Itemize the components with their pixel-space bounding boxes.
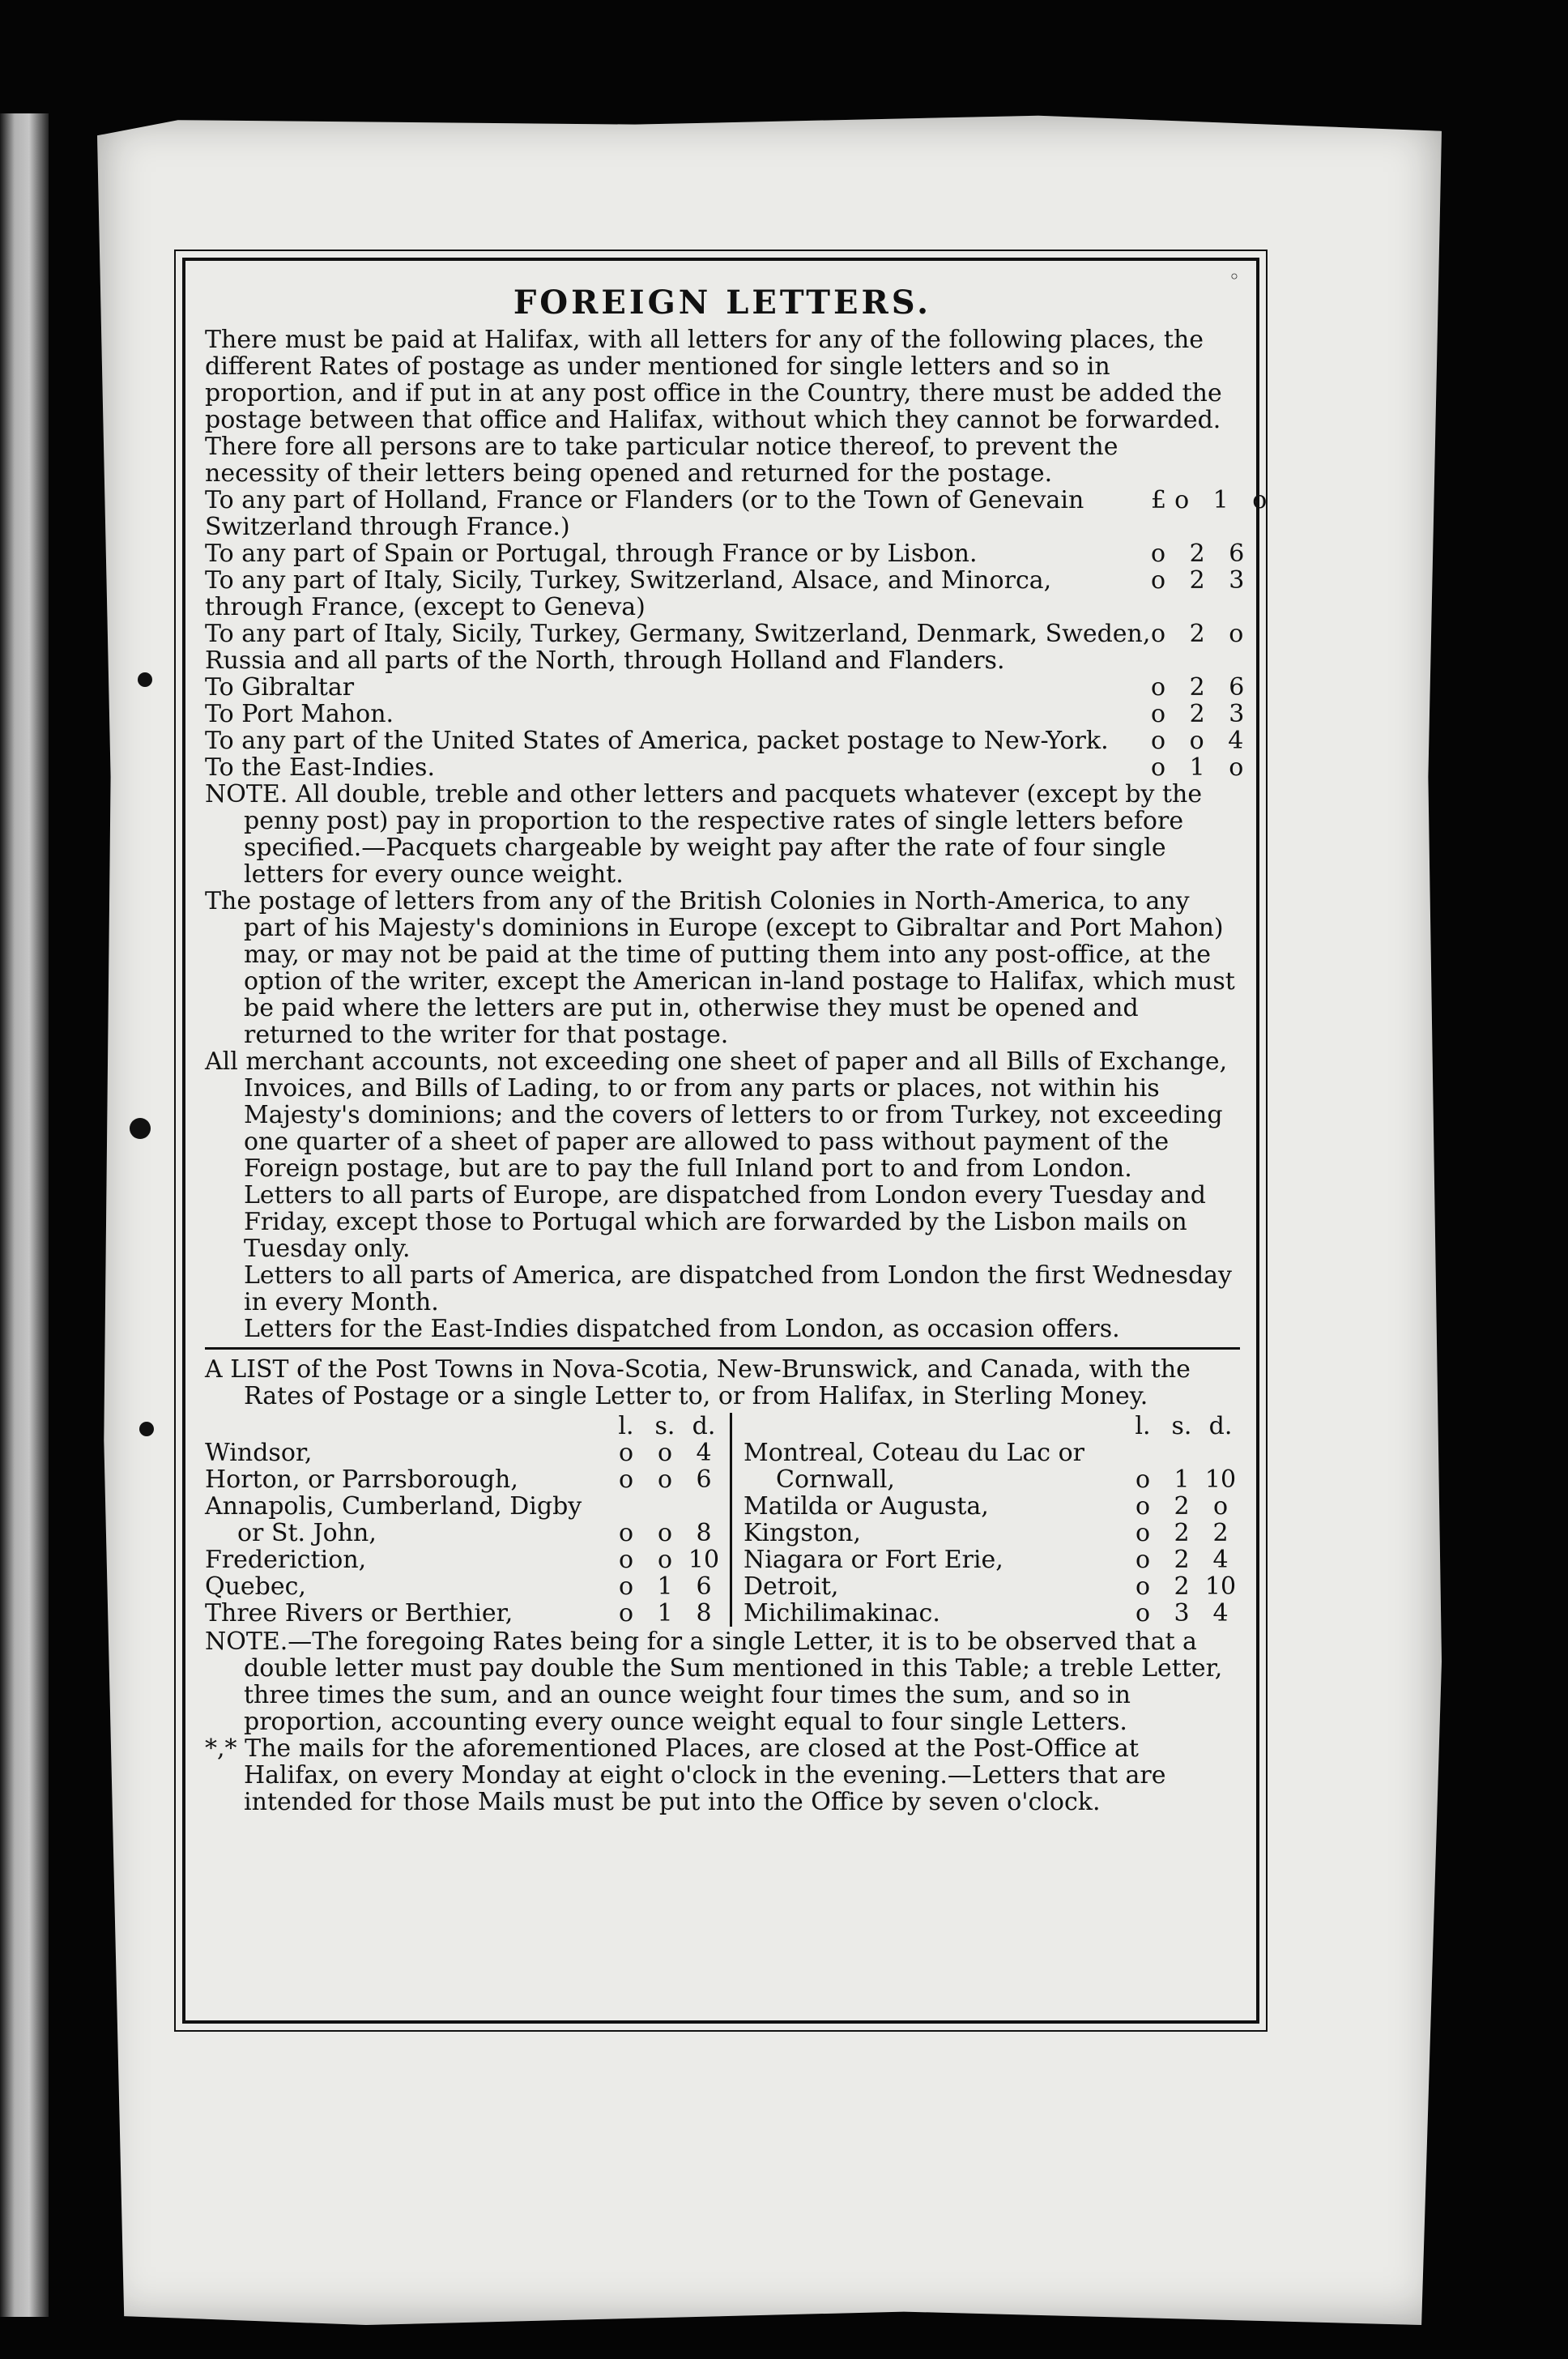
america-paragraph: Letters to all parts of America, are dispatched from London the first Wednesday in every Month. [244,1261,1233,1316]
adjacent-page-edge [0,113,49,2317]
shillings-value: 2 [1174,1519,1190,1547]
pence-value: 4 [1212,1599,1229,1627]
pounds-value: o [1135,1546,1151,1574]
rate-amount: o 1 o [1151,753,1252,782]
town-row [205,1546,723,1573]
pounds-value: o [618,1599,634,1627]
rate-destination: To Port Mahon. [205,700,394,728]
pounds-value: o [1135,1519,1151,1547]
town-row [205,1493,723,1520]
page-title: FOREIGN LETTERS. [513,284,932,322]
town-name: Matilda or Augusta, [744,1492,989,1521]
intro-paragraph: There must be paid at Halifax, with all letters for any of the following places, the different Rates of postage as under mentioned for single letters and so in proportion, and if put in at any post office in the Country, there must be added the postage between that office and Halifax, without which they cannot be forwarded. There fore all persons are to take particular notice thereof, to prevent the necessity of their letters being opened and returned for the postage. [205,326,1222,488]
rate-destination: To any part of Italy, Sicily, Turkey, Switzerland, Alsace, and Minorca, through France, (except to Geneva) [205,566,1052,621]
pence-value: 10 [1204,1465,1237,1494]
town-name: Three Rivers or Berthier, [205,1599,513,1627]
pounds-value: o [618,1439,634,1467]
rate-amount: £o 1 o [1151,486,1276,514]
rate-destination: To any part of the United States of America, packet postage to New-York. [205,727,1109,755]
shillings-value: o [657,1439,673,1467]
pounds-value: o [1135,1599,1151,1627]
mails-note: *,* The mails for the aforementioned Places, are closed at the Post-Office at Halifax, on every Monday at eight o'clock in the evening.—Letters that are intended for those Mails must be put into the Office by seven o'clock. [205,1734,1166,1816]
pence-value [684,1493,723,1520]
town-row [205,1573,723,1600]
rate-row [205,700,1253,728]
shillings-value: 1 [657,1572,673,1601]
shillings-value: o [657,1546,673,1574]
rate-amount: o 2 3 [1151,566,1253,595]
town-name: Michilimakinac. [744,1599,940,1627]
town-name: Kingston, [744,1519,861,1547]
rate-destination: To any part of Spain or Portugal, through France or by Lisbon. [205,540,978,568]
pence-value: 8 [696,1599,712,1627]
rate-destination: To any part of Italy, Sicily, Turkey, Germany, Switzerland, Denmark, Sweden, Russia and all parts of the North, through Holland and Flanders. [205,620,1151,675]
pence-header: d. [692,1412,716,1440]
rate-amount: o o 4 [1151,727,1252,755]
town-row [744,1466,1240,1493]
rate-row [205,673,1253,702]
shillings-value: o [657,1519,673,1547]
pence-value: 10 [1204,1572,1237,1601]
shillings-header: s. [654,1412,675,1440]
town-name: Niagara or Fort Erie, [744,1546,1003,1574]
ink-blot [130,1118,151,1139]
rates-list [205,486,1276,782]
town-row [205,1600,723,1627]
east-indies-paragraph: Letters for the East-Indies dispatched from London, as occasion offers. [244,1315,1120,1343]
rate-amount: o 2 6 [1151,673,1253,702]
rate-amount: o 2 6 [1151,540,1253,568]
town-row [744,1493,1240,1520]
shillings-value: 2 [1174,1546,1190,1574]
town-row [744,1573,1240,1600]
right-column [732,1413,1240,1627]
shillings-value: 2 [1174,1492,1190,1521]
pounds-header: l. [618,1412,634,1440]
rate-destination: To the East-Indies. [205,753,435,782]
rate-destination: To any part of Holland, France or Flanders (or to the Town of Genevain Switzerland through France.) [205,486,1084,541]
town-name: Annapolis, Cumberland, Digby [205,1492,582,1521]
town-row [205,1466,723,1493]
pounds-value: o [1135,1465,1151,1494]
shillings-header: s. [1171,1412,1192,1440]
pounds-header: l. [1135,1412,1151,1440]
pounds-value: o [618,1572,634,1601]
rate-row [205,753,1252,782]
town-row [744,1440,1240,1466]
colonies-paragraph: The postage of letters from any of the British Colonies in North-America, to any part of his Majesty's dominions in Europe (except to Gibraltar and Port Mahon) may, or may not be paid at the time of putting them into any post-office, at the option of the writer, except the American in-land postage to Halifax, which must be paid where the letters are put in, otherwise they must be opened and returned to the writer for that postage. [205,887,1235,1049]
left-column [205,1413,732,1627]
town-name: Horton, or Parrsborough, [205,1465,518,1494]
pounds-value: o [618,1546,634,1574]
town-name: Montreal, Coteau du Lac or [744,1439,1084,1467]
rate-amount: o 2 3 [1151,700,1253,728]
rate-amount: o 2 o [1151,620,1252,648]
shillings-value: 2 [1174,1572,1190,1601]
list-heading: A LIST of the Post Towns in Nova-Scotia, New-Brunswick, and Canada, with the Rates of Postage or a single Letter to, or from Halifax, in Sterling Money. [205,1355,1191,1410]
pence-value [1201,1440,1240,1466]
town-name: or St. John, [237,1519,377,1547]
pounds-value: o [618,1519,634,1547]
town-row [744,1520,1240,1546]
town-name: Quebec, [205,1572,306,1601]
pence-value: 6 [696,1572,712,1601]
town-row [205,1440,723,1466]
town-name: Windsor, [205,1439,313,1467]
pence-value: 4 [1212,1546,1229,1574]
pence-value: 4 [696,1439,712,1467]
pence-value: 8 [696,1519,712,1547]
town-name: Frederiction, [205,1546,367,1574]
town-row [744,1546,1240,1573]
europe-paragraph: Letters to all parts of Europe, are dispatched from London every Tuesday and Friday, except those to Portugal which are forwarded by the Lisbon mails on Tuesday only. [244,1181,1206,1263]
rate-row [205,540,1253,568]
town-name: Detroit, [744,1572,839,1601]
rate-row [205,727,1252,755]
shillings-value: 1 [1174,1465,1190,1494]
pounds-value [1123,1440,1162,1466]
pounds-value: o [1135,1492,1151,1521]
rates-note: NOTE.—The foregoing Rates being for a single Letter, it is to be observed that a double letter must pay double the Sum mentioned in this Table; a treble Letter, three times the sum, and an ounce weight four times the sum, and so in proportion, accounting every ounce weight equal to four single Letters. [205,1627,1223,1736]
shillings-value: 1 [657,1599,673,1627]
rate-row [205,566,1253,621]
pounds-value: o [1135,1572,1151,1601]
shillings-value [1162,1440,1201,1466]
town-name: Cornwall, [776,1465,895,1494]
note-paragraph: NOTE. All double, treble and other letters and pacquets whatever (except by the penny post) pay in proportion to the respective rates of single letters before specified.—Pacquets chargeable by weight pay after the rate of four single letters for every ounce weight. [205,780,1203,889]
column-headers [744,1413,1240,1440]
shillings-value: 3 [1174,1599,1190,1627]
rate-row [205,486,1276,541]
post-towns-table [205,1413,1240,1627]
shillings-value: o [657,1465,673,1494]
pence-header: d. [1208,1412,1233,1440]
ink-blot [139,1422,154,1436]
rate-row [205,620,1252,675]
pence-value: o [1212,1492,1229,1521]
rate-destination: To Gibraltar [205,673,355,702]
ink-blot [138,672,152,687]
document-frame [182,258,1276,2024]
pounds-value: o [618,1465,634,1494]
page-mark-icon: ◦ [1228,266,1240,288]
pounds-value [607,1493,646,1520]
pence-value: 6 [696,1465,712,1494]
section-divider [205,1347,1240,1350]
pence-value: 10 [688,1546,720,1574]
merchant-paragraph: All merchant accounts, not exceeding one sheet of paper and all Bills of Exchange, Invoices, and Bills of Lading, to or from any parts or places, not within his Majesty's dominions; and the covers of letters to or from Turkey, not exceeding one quarter of a sheet of paper are allowed to pass without payment of the Foreign postage, but are to pay the full Inland port to and from London. [205,1047,1228,1183]
shillings-value [646,1493,684,1520]
pence-value: 2 [1212,1519,1229,1547]
town-row [744,1600,1240,1627]
town-row [205,1520,723,1546]
column-headers [205,1413,723,1440]
